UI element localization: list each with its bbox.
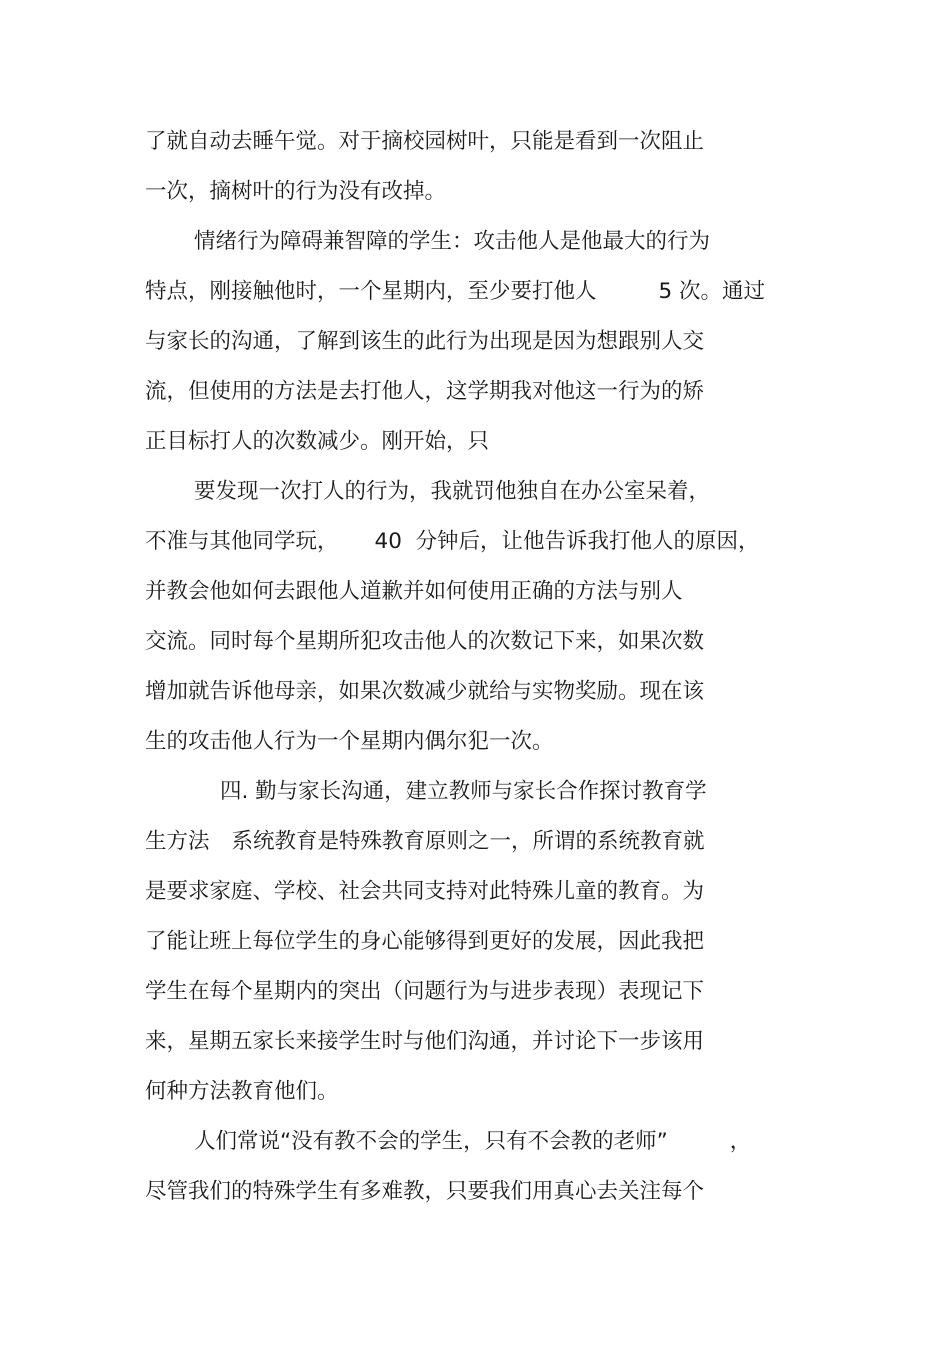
text-line: 与家长的沟通，了解到该生的此行为出现是因为想跟别人交 bbox=[145, 329, 705, 354]
text-line: 学生在每个星期内的突出（问题行为与进步表现）表现记下 bbox=[145, 979, 705, 1004]
text-line: 何种方法教育他们。 bbox=[145, 1079, 339, 1104]
paragraph-start-line: 要发现一次打人的行为，我就罚他独自在办公室呆着， bbox=[194, 479, 711, 504]
text-line: 生方法 系统教育是特殊教育原则之一，所谓的系统教育就 bbox=[145, 829, 705, 854]
paragraph-start-line: 情绪行为障碍兼智障的学生：攻击他人是他最大的行为 bbox=[194, 229, 711, 254]
text-line: 正目标打人的次数减少。刚开始，只 bbox=[145, 429, 490, 454]
text-line: 尽管我们的特殊学生有多难教，只要我们用真心去关注每个 bbox=[145, 1179, 705, 1204]
section-heading-line: 四. 勤与家长沟通，建立教师与家长合作探讨教育学 bbox=[220, 779, 707, 804]
text-line: 来，星期五家长来接学生时与他们沟通，并讨论下一步该用 bbox=[145, 1029, 705, 1054]
text-line: 生的攻击他人行为一个星期内偶尔犯一次。 bbox=[145, 729, 554, 754]
text-line: 流，但使用的方法是去打他人，这学期我对他这一行为的矫 bbox=[145, 379, 705, 404]
text-line: 特点，刚接触他时，一个星期内，至少要打他人 5 次。通过 bbox=[145, 279, 766, 304]
text-line: 一次，摘树叶的行为没有改掉。 bbox=[145, 179, 447, 204]
text-line: 是要求家庭、学校、社会共同支持对此特殊儿童的教育。为 bbox=[145, 879, 705, 904]
text-line: 交流。同时每个星期所犯攻击他人的次数记下来，如果次数 bbox=[145, 629, 705, 654]
text-line: 并教会他如何去跟他人道歉并如何使用正确的方法与别人 bbox=[145, 579, 683, 604]
text-line: 增加就告诉他母亲，如果次数减少就给与实物奖励。现在该 bbox=[145, 679, 705, 704]
text-line: 了能让班上每位学生的身心能够得到更好的发展，因此我把 bbox=[145, 929, 705, 954]
text-line: 不准与其他同学玩， 40 分钟后，让他告诉我打他人的原因， bbox=[145, 529, 760, 554]
text-line: 了就自动去睡午觉。对于摘校园树叶，只能是看到一次阻止 bbox=[145, 129, 705, 154]
paragraph-start-line: 人们常说“没有教不会的学生，只有不会教的老师” ， bbox=[194, 1129, 752, 1154]
